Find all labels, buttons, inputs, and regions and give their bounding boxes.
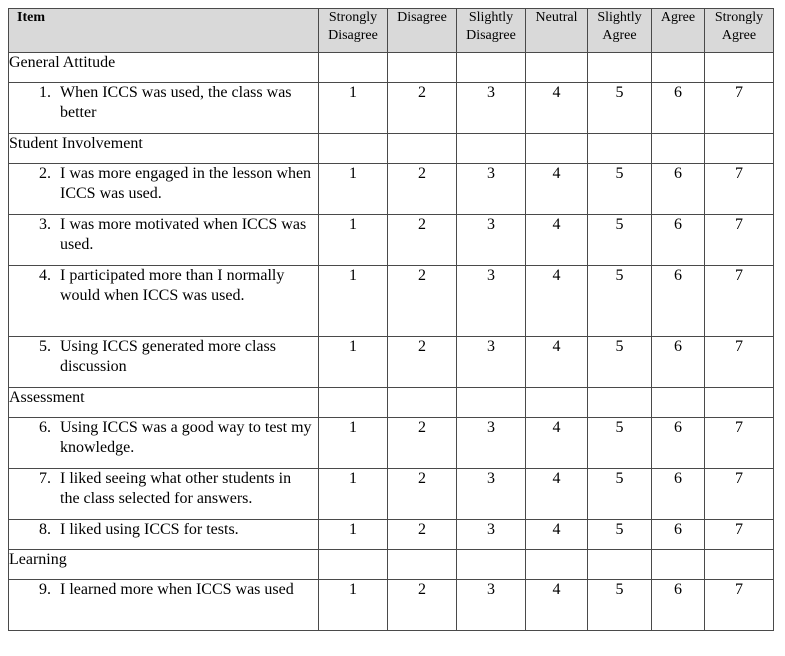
question-text: When ICCS was used, the class was better <box>60 84 292 121</box>
rating-5: 5 <box>588 215 652 266</box>
question-cell <box>9 520 319 550</box>
rating-2: 2 <box>388 215 457 266</box>
section-label: Student Involvement <box>9 134 319 164</box>
rating-3: 3 <box>457 83 526 134</box>
rating-5: 5 <box>588 266 652 337</box>
rating-3: 3 <box>457 337 526 388</box>
rating-2: 2 <box>388 337 457 388</box>
section-row <box>9 550 774 580</box>
rating-5: 5 <box>588 580 652 631</box>
rating-1: 1 <box>319 215 388 266</box>
rating-1: 1 <box>319 580 388 631</box>
rating-7: 7 <box>705 215 774 266</box>
rating-7: 7 <box>705 164 774 215</box>
rating-4: 4 <box>526 164 588 215</box>
question-number: 9. <box>39 581 51 598</box>
question-row <box>9 337 774 388</box>
rating-5: 5 <box>588 418 652 469</box>
question-cell <box>9 215 319 266</box>
rating-6: 6 <box>652 337 705 388</box>
question-text: Using ICCS generated more class discussion <box>60 338 276 375</box>
section-row <box>9 53 774 83</box>
rating-5: 5 <box>588 83 652 134</box>
rating-7: 7 <box>705 469 774 520</box>
section-label: Assessment <box>9 388 319 418</box>
rating-1: 1 <box>319 418 388 469</box>
question-number: 7. <box>39 470 51 487</box>
rating-2: 2 <box>388 469 457 520</box>
rating-7: 7 <box>705 580 774 631</box>
question-number: 8. <box>39 521 51 538</box>
question-text: I was more engaged in the lesson when ICCS was used. <box>60 165 312 202</box>
question-row <box>9 215 774 266</box>
rating-3: 3 <box>457 215 526 266</box>
rating-7: 7 <box>705 83 774 134</box>
question-cell <box>9 337 319 388</box>
header-item: Item <box>9 9 319 53</box>
rating-6: 6 <box>652 580 705 631</box>
question-cell <box>9 469 319 520</box>
rating-5: 5 <box>588 520 652 550</box>
rating-6: 6 <box>652 418 705 469</box>
rating-2: 2 <box>388 418 457 469</box>
rating-2: 2 <box>388 580 457 631</box>
question-row <box>9 83 774 134</box>
rating-6: 6 <box>652 520 705 550</box>
header-slightly-disagree: Slightly Disagree <box>457 9 526 53</box>
rating-6: 6 <box>652 469 705 520</box>
rating-6: 6 <box>652 215 705 266</box>
rating-5: 5 <box>588 469 652 520</box>
question-number: 4. <box>39 267 51 284</box>
question-number: 5. <box>39 338 51 355</box>
rating-4: 4 <box>526 215 588 266</box>
section-label: General Attitude <box>9 53 319 83</box>
question-cell <box>9 580 319 631</box>
question-text: I participated more than I normally would when ICCS was used. <box>60 267 285 304</box>
question-row <box>9 164 774 215</box>
rating-3: 3 <box>457 580 526 631</box>
rating-7: 7 <box>705 520 774 550</box>
rating-3: 3 <box>457 418 526 469</box>
question-number: 3. <box>39 216 51 233</box>
question-text: I learned more when ICCS was used <box>60 581 294 598</box>
header-row <box>9 9 774 53</box>
question-number: 6. <box>39 419 51 436</box>
rating-5: 5 <box>588 337 652 388</box>
rating-3: 3 <box>457 266 526 337</box>
question-row <box>9 418 774 469</box>
rating-1: 1 <box>319 469 388 520</box>
rating-4: 4 <box>526 520 588 550</box>
question-text: I liked using ICCS for tests. <box>60 521 239 538</box>
section-row <box>9 134 774 164</box>
rating-3: 3 <box>457 164 526 215</box>
header-strongly-agree: Strongly Agree <box>705 9 774 53</box>
rating-5: 5 <box>588 164 652 215</box>
header-agree: Agree <box>652 9 705 53</box>
rating-4: 4 <box>526 418 588 469</box>
rating-4: 4 <box>526 580 588 631</box>
header-strongly-disagree: Strongly Disagree <box>319 9 388 53</box>
rating-7: 7 <box>705 337 774 388</box>
rating-4: 4 <box>526 83 588 134</box>
rating-3: 3 <box>457 469 526 520</box>
rating-2: 2 <box>388 83 457 134</box>
rating-6: 6 <box>652 164 705 215</box>
question-number: 1. <box>39 84 51 101</box>
rating-2: 2 <box>388 266 457 337</box>
question-cell <box>9 164 319 215</box>
rating-1: 1 <box>319 337 388 388</box>
section-row <box>9 388 774 418</box>
question-number: 2. <box>39 165 51 182</box>
question-row <box>9 266 774 337</box>
header-slightly-agree: Slightly Agree <box>588 9 652 53</box>
section-label: Learning <box>9 550 319 580</box>
rating-1: 1 <box>319 520 388 550</box>
rating-1: 1 <box>319 83 388 134</box>
question-row <box>9 520 774 550</box>
survey-table <box>8 8 774 631</box>
question-cell <box>9 418 319 469</box>
question-text: I was more motivated when ICCS was used. <box>60 216 307 253</box>
question-cell <box>9 266 319 337</box>
rating-3: 3 <box>457 520 526 550</box>
question-cell <box>9 83 319 134</box>
rating-7: 7 <box>705 266 774 337</box>
header-neutral: Neutral <box>526 9 588 53</box>
rating-4: 4 <box>526 469 588 520</box>
question-row <box>9 580 774 631</box>
rating-6: 6 <box>652 83 705 134</box>
rating-4: 4 <box>526 337 588 388</box>
rating-2: 2 <box>388 520 457 550</box>
rating-2: 2 <box>388 164 457 215</box>
header-disagree: Disagree <box>388 9 457 53</box>
question-row <box>9 469 774 520</box>
rating-7: 7 <box>705 418 774 469</box>
rating-1: 1 <box>319 164 388 215</box>
rating-6: 6 <box>652 266 705 337</box>
question-text: I liked seeing what other students in the class selected for answers. <box>60 470 292 507</box>
question-text: Using ICCS was a good way to test my knowledge. <box>60 419 312 456</box>
rating-1: 1 <box>319 266 388 337</box>
rating-4: 4 <box>526 266 588 337</box>
